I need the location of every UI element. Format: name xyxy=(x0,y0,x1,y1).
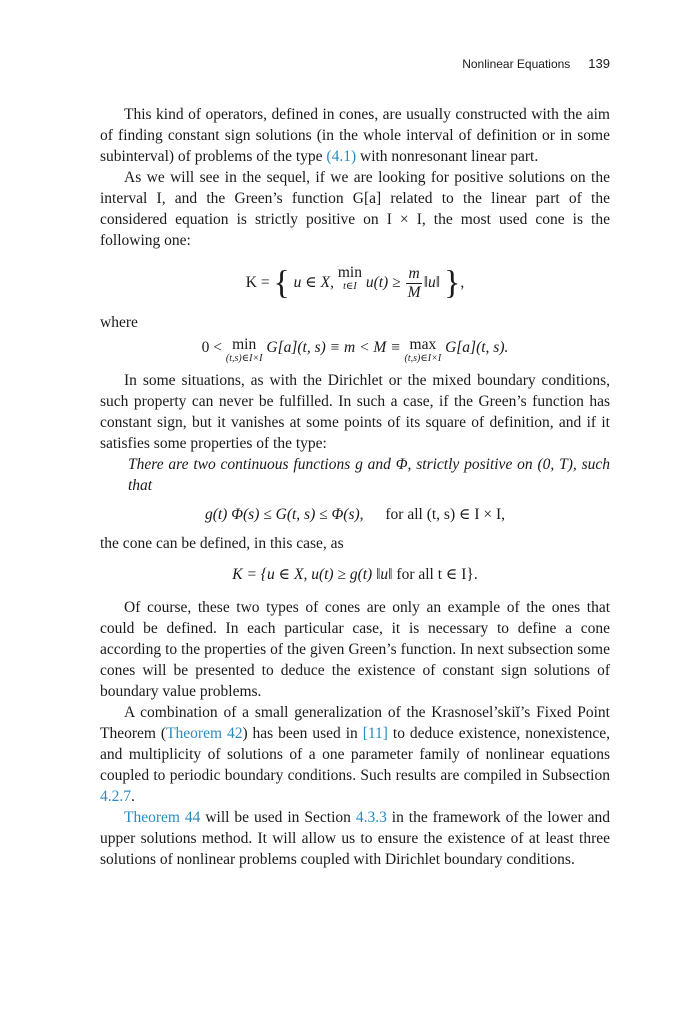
paragraph-3: In some situations, as with the Dirichlet or the mixed boundary conditions, such property can never be fulfilled. In such a case, if the Green’s function has constant sign, but it vanishes at some points of its square of definition, and if it satisfies some properties of the type: xyxy=(100,372,610,452)
p7-a: will be used in Section xyxy=(200,809,356,826)
eq2-max-sub: (t,s)∈I×I xyxy=(404,353,442,364)
eq1-min-operator xyxy=(338,265,362,292)
paragraph-6 xyxy=(100,702,610,807)
page-number: 139 xyxy=(588,56,610,71)
p6-c: to deduce existence, nonexistence, and multiplicity of solutions of a one parameter family of nonlinear equations coupled to periodic boundary conditions. Such results are compiled in Subsection xyxy=(100,725,611,784)
eq1-tail: , xyxy=(460,274,465,292)
eq1-lhs: K = xyxy=(245,274,270,292)
equation-cone-alt xyxy=(100,564,610,585)
ref-theorem-42[interactable]: Theorem 42 xyxy=(166,725,243,742)
equation-green-bounds xyxy=(100,504,610,525)
eq1-min: min xyxy=(337,264,362,281)
ref-subsection-4-2-7[interactable]: 4.2.7 xyxy=(100,788,131,805)
eq2-c: G[a](t, s). xyxy=(445,339,509,356)
eq2-min: min xyxy=(232,336,257,353)
eq2-min-sub: (t,s)∈I×I xyxy=(225,353,263,364)
paragraph-5: Of course, these two types of cones are only an example of the ones that could be defined. In each particular case, it is necessary to define a cone according to the properties of the given Green’s function. In next subsection some cones will be presented to deduce the existence of constant sign solutions of boundary value problems. xyxy=(100,599,610,700)
eq2-a: 0 < xyxy=(201,339,222,356)
ref-eq-4-1[interactable]: (4.1) xyxy=(326,148,357,165)
where-text: where xyxy=(100,314,138,331)
eq1-denominator: M xyxy=(407,284,421,301)
right-brace: } xyxy=(444,264,461,302)
eq1-inner: u ∈ X, xyxy=(293,274,334,292)
eq2-max-operator xyxy=(405,337,442,364)
eq1-min-sub: t∈I xyxy=(343,281,357,292)
paragraph-2: As we will see in the sequel, if we are looking for positive solutions on the interval I, and the Green’s function G[a] related to the linear part of the considered equation is strictly positive on I × I, the most used cone is the following one: xyxy=(100,169,610,249)
running-title: Nonlinear Equations xyxy=(462,57,571,71)
equation-bounds xyxy=(100,337,610,364)
ref-section-4-3-3[interactable]: 4.3.3 xyxy=(355,809,387,826)
p1-text-a: This kind of operators, defined in cones, are usually constructed with the aim of finding constant sign solutions (in the whole interval of definition or in some subinterval) of problems of the type xyxy=(100,106,610,165)
eq1-numerator: m xyxy=(408,265,420,282)
ref-citation-11[interactable]: [11] xyxy=(362,725,388,742)
eq1-mid: u(t) ≥ xyxy=(365,274,401,292)
eq2-max: max xyxy=(409,336,437,353)
paragraph-7 xyxy=(100,807,610,870)
eq1-fraction xyxy=(406,265,421,302)
paragraph-1 xyxy=(100,104,610,167)
eq3-formula: g(t) Φ(s) ≤ G(t, s) ≤ Φ(s), xyxy=(204,506,364,523)
p6-a: A combination of a small generalization of the Krasnosel’skiĭ’s Fixed Point Theorem ( xyxy=(100,704,610,742)
running-header xyxy=(462,56,610,71)
paragraph-4: the cone can be defined, in this case, as xyxy=(100,535,344,552)
page-body xyxy=(100,104,610,870)
condition-statement: There are two continuous functions g and Φ, strictly positive on (0, T), such that xyxy=(128,456,610,494)
p6-d: . xyxy=(131,788,135,805)
left-brace: { xyxy=(273,264,290,302)
p6-b: ) has been used in xyxy=(242,725,363,742)
ref-theorem-44[interactable]: Theorem 44 xyxy=(124,809,201,826)
eq2-b: G[a](t, s) ≡ m < M ≡ xyxy=(266,339,401,356)
eq3-condition: for all (t, s) ∈ I × I, xyxy=(385,506,506,523)
equation-cone-k xyxy=(100,265,610,302)
eq4-formula: K = {u ∈ X, u(t) ≥ g(t) ‖u‖ xyxy=(232,566,393,583)
p1-text-b: with nonresonant linear part. xyxy=(356,148,539,165)
eq1-norm: ‖u‖ xyxy=(423,274,441,292)
eq4-condition: for all t ∈ I}. xyxy=(396,566,478,583)
p7-b: in the framework of the lower and upper solutions method. It will allow us to ensure the existence of at least three solutions of nonlinear problems coupled with Dirichlet boundary conditions. xyxy=(100,809,610,868)
eq2-min-operator xyxy=(226,337,263,364)
